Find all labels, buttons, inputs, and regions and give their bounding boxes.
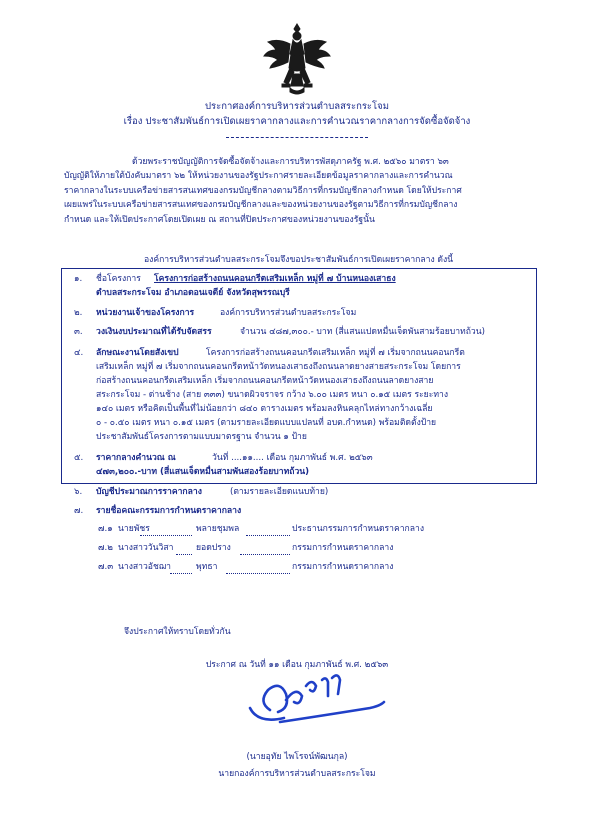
item-number: ๓. <box>74 327 83 337</box>
intro-line: กำหนด และให้เปิดประกาศโดยเปิดเผย ณ สถานที่ปิดประกาศของหน่วยงานของรัฐนั้น <box>64 214 375 225</box>
dotted-leader <box>226 563 290 574</box>
item-number: ๒. <box>74 308 83 318</box>
description-line: เสริมเหล็ก หมู่ที่ ๗ เริ่มจากถนนคอนกรีตหน้าวัดหนองเสาธงถึงถนนลาดยางสายสระกระโจม โดยการ <box>96 362 461 372</box>
committee-number: ๗.๑ <box>98 524 113 534</box>
calc-date: วันที่ ....๑๑.... เดือน กุมภาพันธ์ พ.ศ. ๒๕๖๓ <box>212 453 373 463</box>
dotted-leader <box>246 525 290 536</box>
signer-title: นายกองค์การบริหารส่วนตำบลสระกระโจม <box>218 769 376 779</box>
item-number: ๕. <box>74 453 84 463</box>
announce-date: ประกาศ ณ วันที่ ๑๑ เดือน กุมภาพันธ์ พ.ศ. ๒๕๖๓ <box>205 660 389 670</box>
median-price: ๔๗๓,๒๐๐.-บาท (สี่แสนเจ็ดหมื่นสามพันสองร้อยบาทถ้วน) <box>96 467 310 477</box>
committee-surname: ยอดปราง <box>196 543 231 553</box>
document-subject: เรื่อง ประชาสัมพันธ์การเปิดเผยราคากลางและการคำนวณราคากลางการจัดซื้อจัดจ้าง <box>123 116 471 127</box>
project-location: ตำบลสระกระโจม อำเภอดอนเจดีย์ จังหวัดสุพรรณบุรี <box>96 288 290 298</box>
closing-statement: จึงประกาศให้ทราบโดยทั่วกัน <box>124 627 231 637</box>
description-line: ๐ - ๐.๕๐ เมตร หนา ๐.๑๕ เมตร (ตามรายละเอียดแบบแปลนที่ อบต.กำหนด) พร้อมติดตั้งป้าย <box>96 418 437 428</box>
committee-surname: พลายชุมพล <box>196 524 240 534</box>
item-value: องค์การบริหารส่วนตำบลสระกระโจม <box>220 308 357 318</box>
committee-number: ๗.๓ <box>98 562 114 572</box>
item-label: ชื่อโครงการ <box>96 274 141 284</box>
item-value: (ตามรายละเอียดแนบท้าย) <box>230 487 329 497</box>
committee-role: ประธานกรรมการกำหนดราคากลาง <box>292 524 425 534</box>
intro-line: ด้วยพระราชบัญญัติการจัดซื้อจัดจ้างและการบริหารพัสดุภาครัฐ พ.ศ. ๒๕๖๐ มาตรา ๖๓ <box>132 157 449 167</box>
committee-role: กรรมการกำหนดราคากลาง <box>292 562 394 572</box>
description-line: โครงการก่อสร้างถนนคอนกรีตเสริมเหล็ก หมู่ที่ ๗ เริ่มจากถนนคอนกรีต <box>206 348 465 358</box>
description-line: ประชาสัมพันธ์โครงการตามแบบมาตรฐาน จำนวน ๑ ป้าย <box>96 432 307 442</box>
committee-name: นางสาววันวิสา <box>118 543 174 553</box>
project-name: โครงการก่อสร้างถนนคอนกรีตเสริมเหล็ก หมู่ที่ ๗ บ้านหนองเสาธง <box>154 274 396 284</box>
committee-number: ๗.๒ <box>98 543 113 553</box>
item-number: ๔. <box>74 348 84 358</box>
signature-icon <box>240 650 400 740</box>
budget-value: จำนวน ๔๘๗,๓๐๐.- บาท (สี่แสนแปดหมื่นเจ็ดพันสามร้อยบาทถ้วน) <box>240 327 485 337</box>
committee-name: นายพัชร <box>118 524 150 534</box>
document-title: ประกาศองค์การบริหารส่วนตำบลสระกระโจม <box>205 101 389 112</box>
header-divider <box>226 137 368 138</box>
intro-paragraph <box>64 155 554 227</box>
intro-line: องค์การบริหารส่วนตำบลสระกระโจมจึงขอประชาสัมพันธ์การเปิดเผยราคากลาง ดังนี้ <box>144 255 454 265</box>
item-label: วงเงินงบประมาณที่ได้รับจัดสรร <box>96 327 212 337</box>
committee-name: นางสาวอัชฌา <box>118 562 171 572</box>
intro-line: ราคากลางในระบบเครือข่ายสารสนเทศของกรมบัญชีกลางตามวิธีการที่กรมบัญชีกลางกำหนด โดยให้ประกาศ <box>64 185 462 196</box>
dotted-leader <box>176 544 192 555</box>
item-label: รายชื่อคณะกรรมการกำหนดราคากลาง <box>96 506 242 516</box>
item-number: ๖. <box>74 487 83 497</box>
description-line: สระกระโจม - ด่านช้าง (สาย ๓๓๓) ขนาดผิวจราจร กว้าง ๖.๐๐ เมตร หนา ๐.๑๕ เมตร ระยะทาง <box>96 390 449 400</box>
item-label: หน่วยงานเจ้าของโครงการ <box>96 308 195 318</box>
signer-name: (นายอุทัย ไพโรจน์พัฒนกุล) <box>246 752 348 762</box>
dotted-leader <box>140 525 192 536</box>
description-line: ๑๔๐ เมตร หรือคิดเป็นพื้นที่ไม่น้อยกว่า ๘๔๐ ตารางเมตร พร้อมลงหินคลุกไหล่ทางกว้างเฉลี่ย <box>96 404 433 414</box>
item-label: บัญชีประมาณการราคากลาง <box>96 487 202 497</box>
intro-line: บัญญัติให้ภายใต้บังคับมาตรา ๖๒ ให้หน่วยงานของรัฐประกาศรายละเอียดข้อมูลราคากลางและการคำนวณ <box>64 171 453 182</box>
garuda-emblem-icon <box>260 18 334 98</box>
item-label: ลักษณะงานโดยสังเขป <box>96 348 179 358</box>
description-line: ก่อสร้างถนนคอนกรีตเสริมเหล็ก เริ่มจากถนนคอนกรีตหน้าวัดหนองเสาธงถึงถนนลาดยางสาย <box>96 376 434 386</box>
intro-line: เผยแพร่ในระบบเครือข่ายสารสนเทศของกรมบัญชีกลางและของหน่วยงานของรัฐตามวิธีการที่กรมบัญชีกลาง <box>64 200 458 211</box>
committee-role: กรรมการกำหนดราคากลาง <box>292 543 394 553</box>
item-label: ราคากลางคำนวณ ณ <box>96 453 176 463</box>
dotted-leader <box>240 544 290 555</box>
dotted-leader <box>170 563 192 574</box>
committee-surname: พุทธา <box>196 562 218 572</box>
item-number: ๑. <box>74 274 83 284</box>
item-number: ๗. <box>74 506 84 516</box>
